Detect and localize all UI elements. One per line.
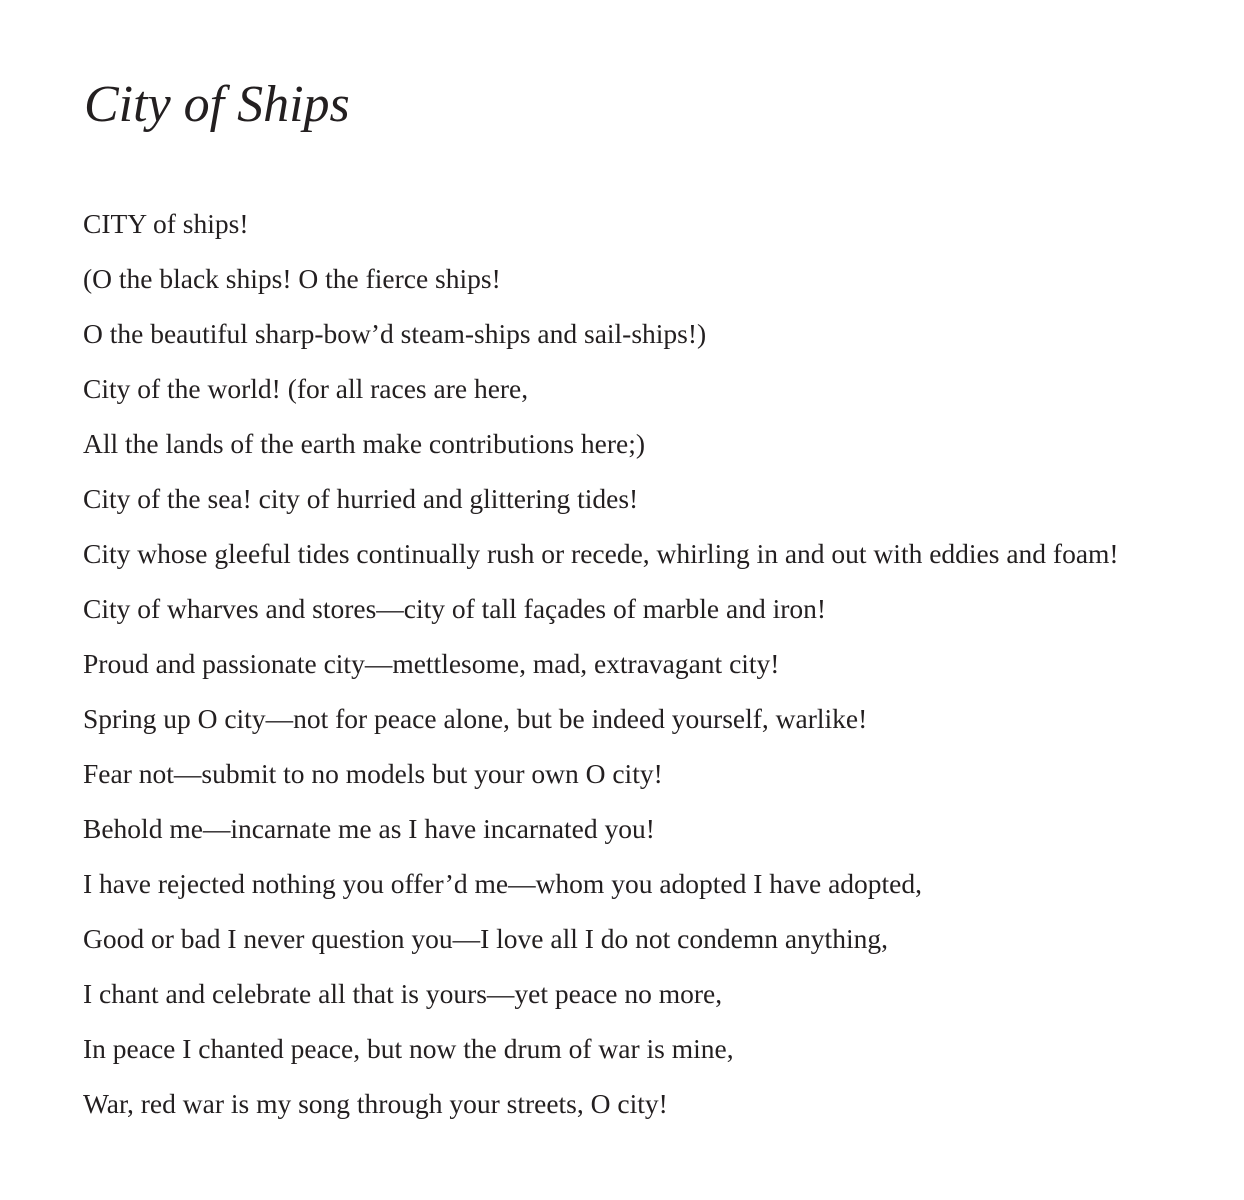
poem-line: Behold me—incarnate me as I have incarnated you! bbox=[83, 813, 655, 844]
poem-line: Spring up O city—not for peace alone, but be indeed yourself, warlike! bbox=[83, 703, 868, 734]
poem-line: Proud and passionate city—mettlesome, mad, extravagant city! bbox=[83, 648, 780, 679]
poem-line: I chant and celebrate all that is yours—yet peace no more, bbox=[83, 978, 723, 1009]
poem-stanza bbox=[83, 200, 1119, 1135]
poem-line: I have rejected nothing you offer’d me—whom you adopted I have adopted, bbox=[83, 868, 922, 899]
poem-line: All the lands of the earth make contributions here;) bbox=[83, 428, 646, 459]
poem-line: City of the world! (for all races are here, bbox=[83, 373, 529, 404]
poem-line: CITY of ships! bbox=[83, 208, 249, 239]
poem-line: In peace I chanted peace, but now the drum of war is mine, bbox=[83, 1033, 734, 1064]
poem-line: War, red war is my song through your streets, O city! bbox=[83, 1088, 668, 1119]
poem-line: Fear not—submit to no models but your own O city! bbox=[83, 758, 663, 789]
poem-line: (O the black ships! O the fierce ships! bbox=[83, 263, 501, 294]
poem-line: City whose gleeful tides continually rush or recede, whirling in and out with eddies and foam! bbox=[83, 538, 1119, 569]
poem-line: O the beautiful sharp-bow’d steam-ships and sail-ships!) bbox=[83, 318, 707, 349]
poem-title: City of Ships bbox=[84, 76, 350, 133]
poem-line: City of the sea! city of hurried and glittering tides! bbox=[83, 483, 639, 514]
poem-line: City of wharves and stores—city of tall façades of marble and iron! bbox=[83, 593, 827, 624]
poem-line: Good or bad I never question you—I love all I do not condemn anything, bbox=[83, 923, 888, 954]
